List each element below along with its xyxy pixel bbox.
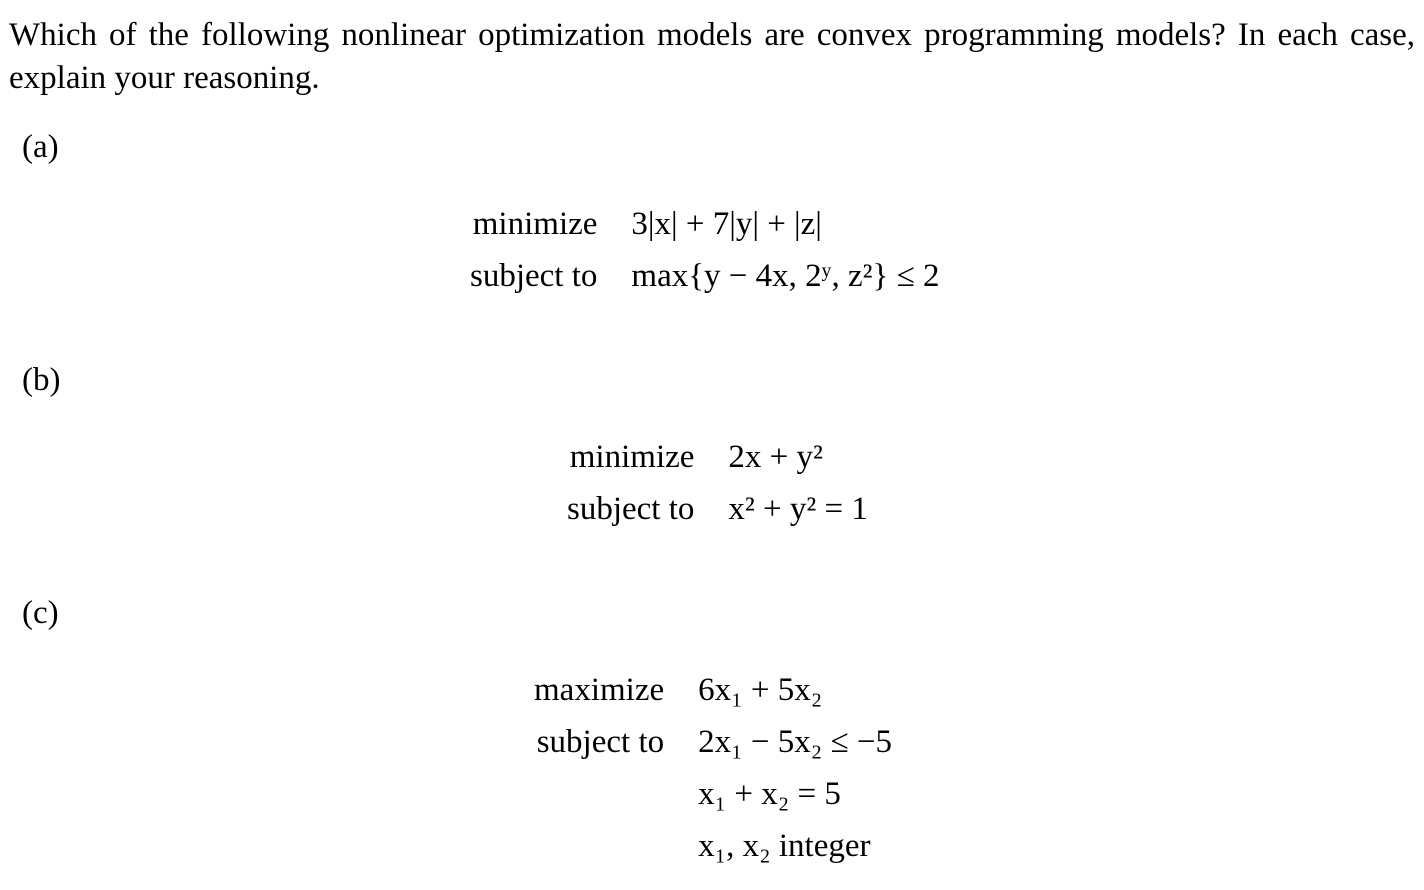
part-a-constraint-keyword: subject to	[470, 258, 598, 294]
part-c-constraint-2: x₁ + x₂ = 5	[698, 776, 841, 812]
part-a-model	[470, 198, 939, 302]
part-b-model	[567, 431, 868, 535]
part-c-constraint-3: x₁, x₂ integer	[698, 828, 871, 864]
part-b-objective-keyword: minimize	[569, 439, 695, 475]
part-b-label: (b)	[22, 362, 61, 398]
part-b-objective: 2x + y²	[728, 439, 823, 475]
part-c-constraint-1-keyword: subject to	[536, 724, 665, 760]
part-a-label: (a)	[22, 129, 59, 165]
part-c-label: (c)	[22, 595, 59, 631]
part-b-constraint-keyword: subject to	[567, 491, 695, 527]
part-c-constraint-3-keyword	[534, 820, 664, 872]
question-text: Which of the following nonlinear optimization models are convex programming models? In each case, explain your reasoning.	[9, 17, 1415, 96]
part-a-constraint: max{y − 4x, 2ʸ, z²} ≤ 2	[631, 258, 940, 294]
part-c-objective: 6x₁ + 5x₂	[698, 672, 823, 708]
part-c-model	[534, 664, 892, 872]
part-c-constraint-2-keyword	[534, 768, 664, 820]
part-a-objective: 3|x| + 7|y| + |z|	[631, 206, 822, 242]
part-a-objective-keyword: minimize	[472, 206, 598, 242]
part-b-constraint: x² + y² = 1	[728, 491, 868, 527]
part-c-constraint-1: 2x₁ − 5x₂ ≤ −5	[698, 724, 892, 760]
part-c-objective-keyword: maximize	[534, 672, 665, 708]
